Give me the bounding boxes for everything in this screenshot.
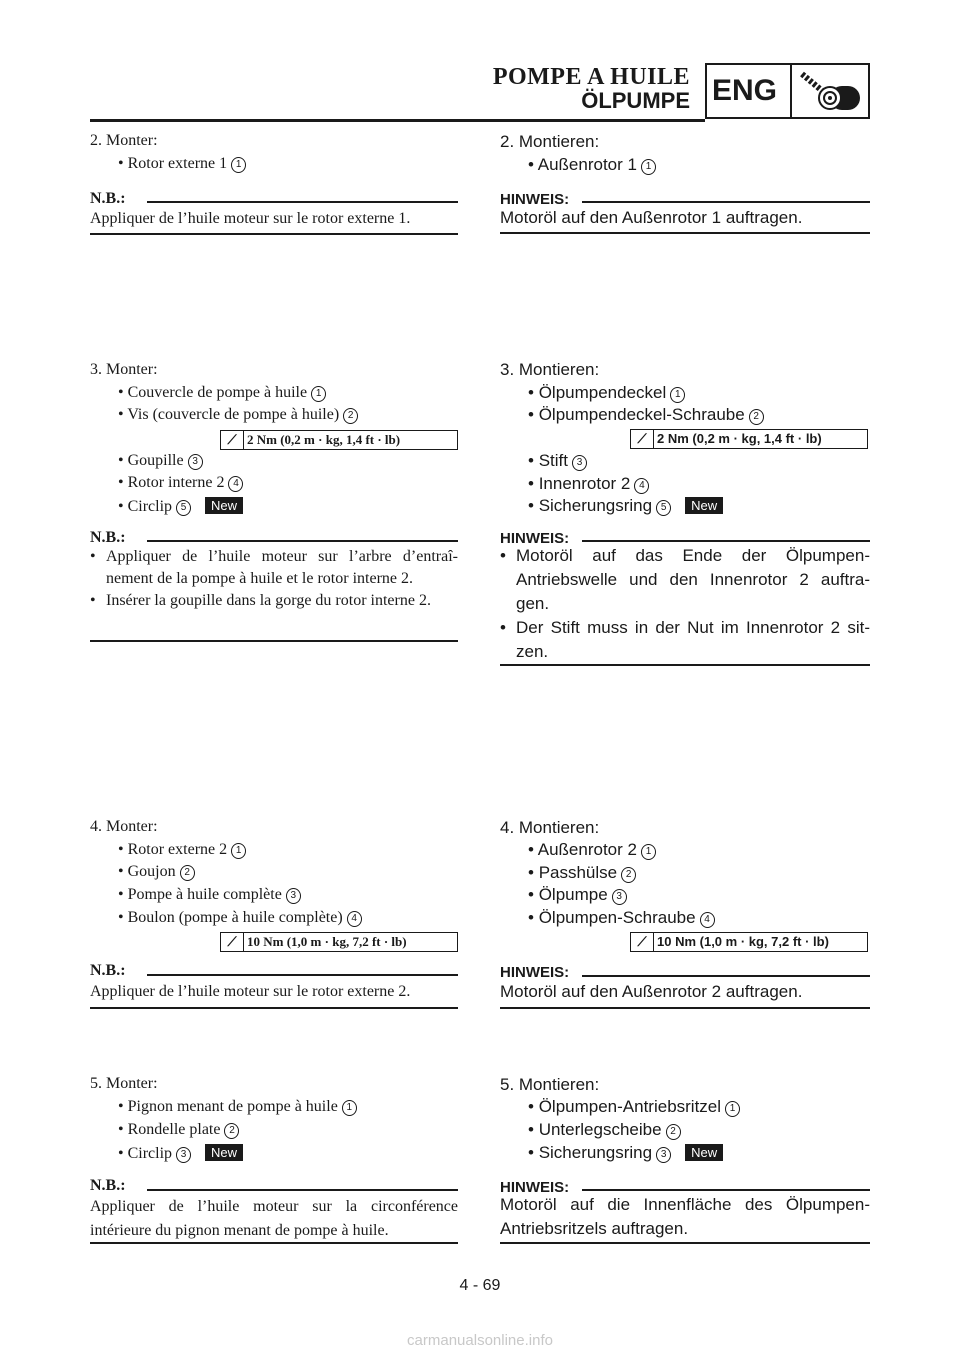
callout-number: 1 (231, 843, 246, 859)
note-rule (500, 1007, 870, 1009)
note-label: N.B.: (90, 1177, 126, 1194)
callout-number: 3 (612, 889, 627, 905)
callout-number: 2 (749, 409, 764, 425)
note-rule (147, 974, 458, 976)
torque-spec: ⟋ 10 Nm (1,0 m · kg, 7,2 ft · lb) (220, 932, 458, 952)
list-item: • Rotor interne 2 4 (118, 474, 243, 492)
list-item: • Ölpumpendeckel-Schraube 2 (528, 405, 764, 425)
note-label: HINWEIS: (500, 191, 570, 208)
callout-number: 3 (188, 454, 203, 470)
list-item: • Boulon (pompe à huile complète) 4 (118, 909, 362, 927)
list-item: • Couvercle de pompe à huile 1 (118, 384, 326, 402)
note-rule (500, 664, 870, 666)
note-rule (582, 975, 870, 977)
new-badge: New (685, 1144, 723, 1161)
note-rule (90, 233, 458, 235)
list-item: • Pompe à huile complète 3 (118, 886, 301, 904)
callout-number: 2 (343, 408, 358, 424)
note-label: HINWEIS: (500, 530, 570, 547)
callout-number: 2 (666, 1124, 681, 1140)
torque-wrench-icon: ⟋ (221, 933, 244, 951)
callout-number: 3 (572, 455, 587, 471)
callout-number: 2 (621, 867, 636, 883)
list-item: • Rotor externe 1 1 (118, 155, 246, 173)
list-item: • Pignon menant de pompe à huile 1 (118, 1098, 357, 1116)
torque-spec: ⟋ 2 Nm (0,2 m · kg, 1,4 ft · lb) (630, 429, 868, 449)
note-item: • Motoröl auf das Ende der Ölpumpen- Antriebswelle und den Innenrotor 2 auftra- gen. (500, 544, 870, 616)
note-rule (500, 232, 870, 234)
note-item: • Insérer la goupille dans la gorge du rotor interne 2. (90, 590, 458, 612)
note-label: N.B.: (90, 190, 126, 207)
note-text: Appliquer de l’huile moteur sur la circonférence intérieure du pignon menant de pompe à huile. (90, 1198, 458, 1239)
note-rule (147, 1189, 458, 1191)
note-text: Appliquer de l’huile moteur sur le rotor externe 1. (90, 210, 411, 227)
note-text: Motoröl auf den Außenrotor 2 auftragen. (500, 982, 803, 1001)
engine-icon (796, 68, 864, 114)
callout-number: 1 (670, 387, 685, 403)
step-3-heading: 3. Monter: (90, 361, 158, 378)
list-item: • Circlip 5 New (118, 497, 243, 516)
note-label: HINWEIS: (500, 964, 570, 981)
list-item: • Ölpumpe 3 (528, 885, 627, 905)
torque-spec: ⟋ 10 Nm (1,0 m · kg, 7,2 ft · lb) (630, 932, 868, 952)
list-item: • Goupille 3 (118, 452, 203, 470)
step-3-heading: 3. Montieren: (500, 360, 600, 379)
new-badge: New (205, 497, 243, 514)
callout-number: 1 (311, 386, 326, 402)
callout-number: 1 (342, 1100, 357, 1116)
step-5-heading: 5. Monter: (90, 1075, 158, 1092)
callout-number: 2 (180, 865, 195, 881)
list-item: • Ölpumpen-Antriebsritzel 1 (528, 1097, 740, 1117)
callout-number: 3 (176, 1147, 191, 1163)
note-rule (582, 1189, 870, 1191)
torque-wrench-icon: ⟋ (631, 933, 654, 951)
new-badge: New (685, 497, 723, 514)
callout-number: 5 (656, 500, 671, 516)
note-list (90, 546, 458, 612)
note-text: Motoröl auf den Außenrotor 1 auftragen. (500, 208, 803, 227)
note-text: Appliquer de l’huile moteur sur le rotor externe 2. (90, 983, 411, 1000)
step-2-heading: 2. Monter: (90, 132, 158, 149)
callout-number: 1 (641, 844, 656, 860)
watermark: carmanualsonline.info (407, 1332, 553, 1349)
callout-number: 2 (224, 1123, 239, 1139)
torque-wrench-icon: ⟋ (631, 430, 654, 448)
page-number: 4 - 69 (459, 1277, 501, 1294)
new-badge: New (205, 1144, 243, 1161)
note-rule (90, 1242, 458, 1244)
list-item: • Unterlegscheibe 2 (528, 1120, 681, 1140)
section-label: ENG (712, 74, 778, 107)
list-item: • Außenrotor 2 1 (528, 840, 656, 860)
callout-number: 4 (700, 912, 715, 928)
step-2-heading: 2. Montieren: (500, 132, 600, 151)
page-title-french: POMPE A HUILE (492, 64, 690, 90)
list-item: • Rondelle plate 2 (118, 1121, 239, 1139)
list-item: • Stift 3 (528, 451, 587, 471)
callout-number: 1 (725, 1101, 740, 1117)
note-list (500, 544, 870, 664)
note-rule (90, 640, 458, 642)
torque-spec: ⟋ 2 Nm (0,2 m · kg, 1,4 ft · lb) (220, 430, 458, 450)
note-label: N.B.: (90, 962, 126, 979)
callout-number: 4 (634, 478, 649, 494)
note-rule (90, 1007, 458, 1009)
section-divider (790, 65, 792, 117)
header-rule (90, 119, 705, 122)
list-item: • Vis (couvercle de pompe à huile) 2 (118, 406, 358, 424)
note-rule (582, 540, 870, 542)
callout-number: 1 (641, 159, 656, 175)
step-4-heading: 4. Monter: (90, 818, 158, 835)
note-label: HINWEIS: (500, 1179, 570, 1196)
torque-wrench-icon: ⟋ (221, 431, 244, 449)
note-item: • Der Stift muss in der Nut im Innenrotor 2 sit- zen. (500, 616, 870, 664)
note-rule (147, 540, 458, 542)
callout-number: 4 (228, 476, 243, 492)
list-item: • Passhülse 2 (528, 863, 636, 883)
step-5-heading: 5. Montieren: (500, 1075, 600, 1094)
note-label: N.B.: (90, 529, 126, 546)
list-item: • Ölpumpendeckel 1 (528, 383, 685, 403)
callout-number: 5 (176, 500, 191, 516)
list-item: • Goujon 2 (118, 863, 195, 881)
note-text: Motoröl auf die Innenfläche des Ölpumpen- Antriebsritzels auftragen. (500, 1195, 870, 1238)
callout-number: 1 (231, 157, 246, 173)
list-item: • Ölpumpen-Schraube 4 (528, 908, 715, 928)
callout-number: 3 (286, 888, 301, 904)
list-item: • Innenrotor 2 4 (528, 474, 649, 494)
note-item: • Appliquer de l’huile moteur sur l’arbre d’entraî- nement de la pompe à huile et le rotor interne 2. (90, 546, 458, 590)
callout-number: 3 (656, 1147, 671, 1163)
list-item: • Sicherungsring 5 New (528, 496, 723, 516)
page-title-german: ÖLPUMPE (581, 88, 690, 113)
list-item: • Circlip 3 New (118, 1144, 243, 1163)
list-item: • Außenrotor 1 1 (528, 155, 656, 175)
list-item: • Sicherungsring 3 New (528, 1143, 723, 1163)
note-rule (147, 201, 458, 203)
callout-number: 4 (347, 911, 362, 927)
note-rule (582, 201, 870, 203)
step-4-heading: 4. Montieren: (500, 818, 600, 837)
list-item: • Rotor externe 2 1 (118, 841, 246, 859)
note-rule (500, 1242, 870, 1244)
